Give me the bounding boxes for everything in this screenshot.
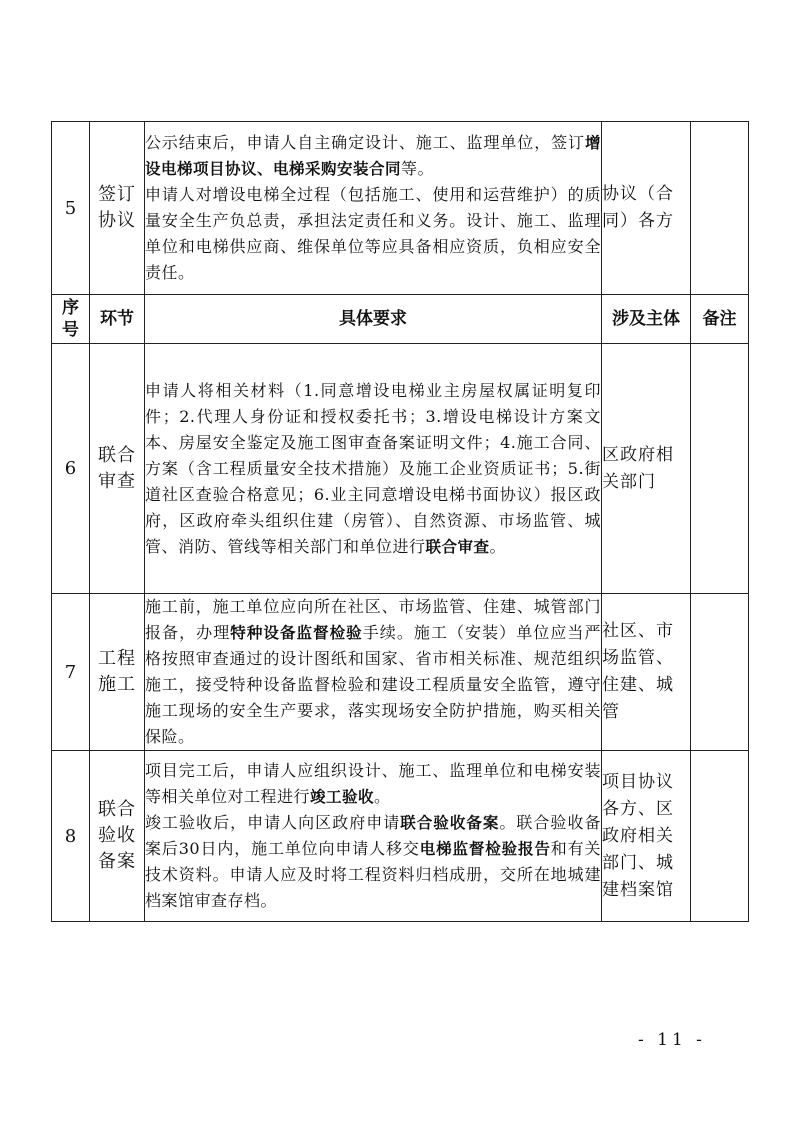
header-parties: 涉及主体 [602, 295, 691, 344]
stage-cell [90, 122, 145, 295]
stage-line: 签订 [98, 184, 136, 205]
header-requirements: 具体要求 [145, 295, 602, 344]
parties-cell: 区政府相关部门 [602, 344, 691, 594]
table-header-row [52, 295, 749, 344]
bold-text: 竣工验收 [310, 788, 375, 806]
page-number: - 11 - [638, 1030, 706, 1050]
stage-line: 备案 [98, 851, 136, 872]
stage-line: 验收 [98, 825, 136, 846]
seq-cell: 7 [52, 594, 90, 751]
stage-line: 审查 [98, 470, 136, 492]
requirements-cell: 公示结束后，申请人自主确定设计、施工、监理单位，签订增设电梯项目协议、电梯采购安装合同等。 申请人对增设电梯全过程（包括施工、使用和运营维护）的质量安全生产负总责，承担法定责任和义务。设计、施工、监理单位和电梯供应商、维保单位等应具备相应资质，负相应安全责任。 [145, 122, 602, 295]
seq-cell: 5 [52, 122, 90, 295]
remarks-cell [691, 751, 749, 922]
seq-cell: 6 [52, 344, 90, 594]
requirements-table [51, 121, 749, 922]
table-row-8 [52, 751, 749, 922]
parties-cell: 协议（合同）各方 [602, 122, 691, 295]
table-row-5 [52, 122, 749, 295]
requirements-cell: 申请人将相关材料（1.同意增设电梯业主房屋权属证明复印件；2.代理人身份证和授权委托书；3.增设电梯设计方案文本、房屋安全鉴定及施工图审查备案证明文件；4.施工合同、方案（含工程质量安全技术措施）及施工企业资质证书；5.街道社区查验合格意见；6.业主同意增设电梯书面协议）报区政府，区政府牵头组织住建（房管）、自然资源、市场监管、城管、消防、管线等相关部门和单位进行联合审查。 [145, 344, 602, 594]
stage-cell [90, 751, 145, 922]
stage-line: 联合 [98, 444, 136, 466]
requirements-cell: 项目完工后，申请人应组织设计、施工、监理单位和电梯安装等相关单位对工程进行竣工验收。 竣工验收后，申请人向区政府申请联合验收备案。联合验收备案后30日内，施工单位向申请人移交电梯监督检验报告和有关技术资料。申请人应及时将工程资料归档成册，交所在地城建档案馆审查存档。 [145, 751, 602, 922]
stage-cell [90, 344, 145, 594]
stage-line: 工程 [98, 648, 136, 669]
stage-line: 协议 [98, 210, 136, 231]
requirements-cell: 施工前，施工单位应向所在社区、市场监管、住建、城管部门报备，办理特种设备监督检验手续。施工（安装）单位应当严格按照审查通过的设计图纸和国家、省市相关标准、规范组织施工，接受特种设备监督检验和建设工程质量安全监管，遵守施工现场的安全生产要求，落实现场安全防护措施，购买相关保险。 [145, 594, 602, 751]
stage-line: 联合 [98, 799, 136, 820]
remarks-cell [691, 344, 749, 594]
remarks-cell [691, 594, 749, 751]
bold-text: 特种设备监督检验 [230, 624, 363, 642]
seq-cell: 8 [52, 751, 90, 922]
header-stage: 环节 [90, 295, 145, 344]
stage-line: 施工 [98, 674, 136, 695]
parties-cell: 项目协议各方、区政府相关部门、城建档案馆 [602, 751, 691, 922]
table-row-6 [52, 344, 749, 594]
bold-text: 联合审查 [425, 537, 490, 556]
bold-text: 联合验收备案 [400, 814, 500, 832]
bold-text: 增设电梯项目协议、电梯采购安装合同 [145, 134, 601, 178]
remarks-cell [691, 122, 749, 295]
parties-cell: 社区、市场监管、住建、城管 [602, 594, 691, 751]
header-remarks: 备注 [691, 295, 749, 344]
table-row-7 [52, 594, 749, 751]
header-seq: 序 号 [52, 295, 90, 344]
bold-text: 电梯监督检验报告 [419, 840, 551, 858]
stage-cell [90, 594, 145, 751]
